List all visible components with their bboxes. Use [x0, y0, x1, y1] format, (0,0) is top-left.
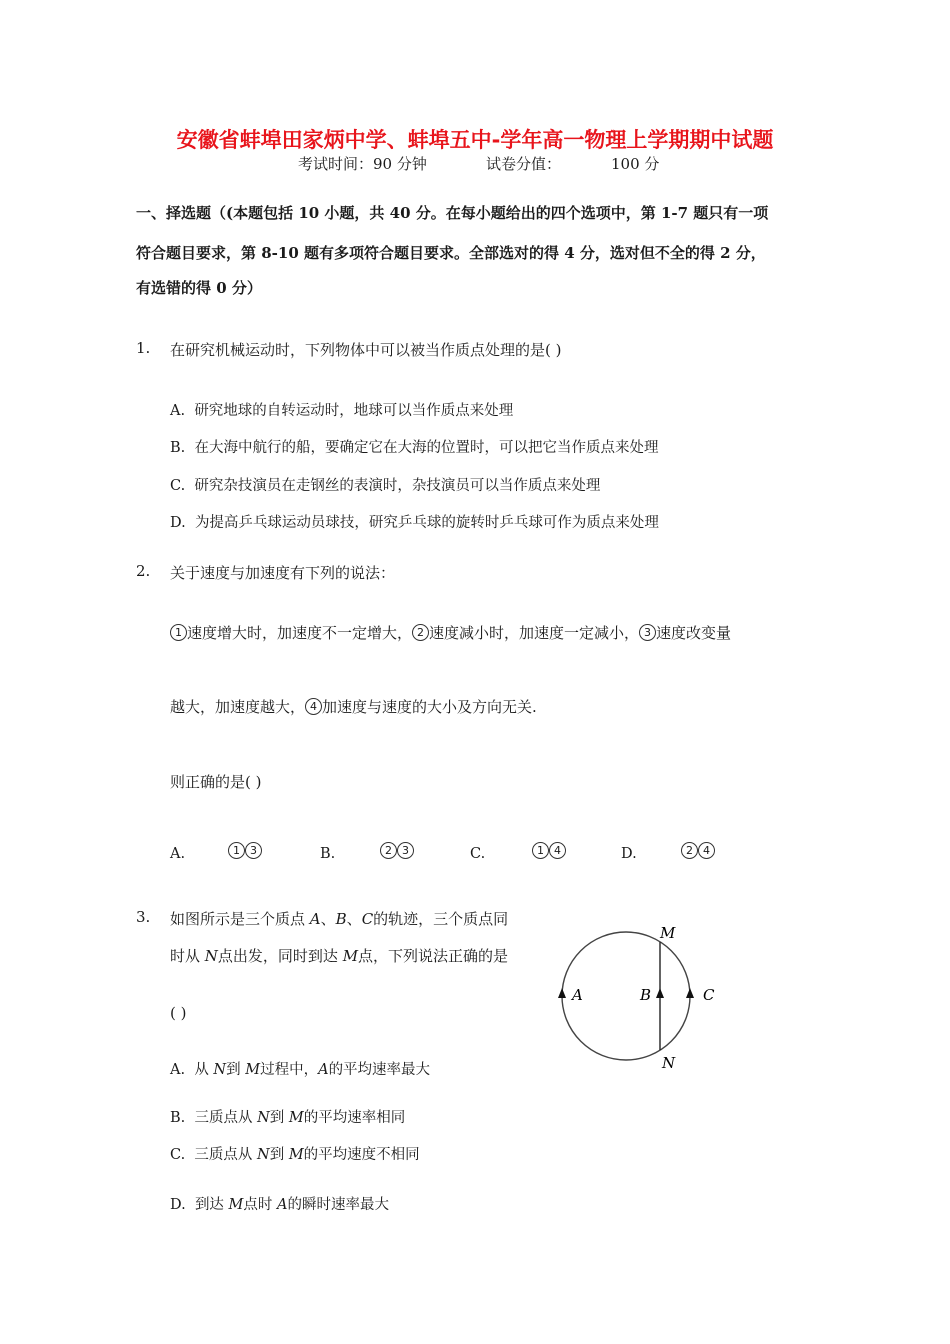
var: M — [245, 1062, 261, 1078]
text: 过程中， — [260, 1062, 319, 1078]
q3-option-d — [170, 1193, 389, 1214]
circled-num: 2 — [380, 842, 397, 859]
page-title: 安徽省蚌埠田家炳中学、蚌埠五中-学年高一物理上学期期中试题 — [176, 128, 774, 152]
q2-number: 2. — [136, 562, 151, 580]
var: N — [213, 1062, 227, 1078]
option-letter: A. — [170, 1062, 186, 1078]
sep: 、 — [320, 910, 336, 928]
q2-option-a-value — [228, 842, 262, 860]
text: 点出发，同时到达 — [217, 947, 343, 965]
arrow-up-icon — [686, 988, 694, 998]
q2-ask — [170, 771, 262, 792]
label-m: M — [660, 924, 676, 942]
text: 从 — [194, 1062, 214, 1078]
q2-stem: 关于速度与加速度有下列的说法： — [170, 564, 396, 582]
option-letter: D. — [170, 1197, 186, 1213]
text: 到 — [269, 1110, 289, 1126]
text: 到 — [269, 1147, 289, 1163]
q2-option-c-letter: C. — [470, 846, 486, 862]
text: 点时 — [243, 1197, 278, 1213]
circled-num: 4 — [549, 842, 566, 859]
q2-option-c-value — [532, 842, 566, 860]
text: 的轨迹，三个质点同 — [373, 910, 509, 928]
var: M — [228, 1197, 244, 1213]
var-c: C — [361, 910, 374, 928]
q3-option-a — [170, 1058, 430, 1079]
text: 的平均速度不相同 — [303, 1147, 420, 1163]
q1-option-d — [170, 511, 659, 532]
circled-num: 3 — [245, 842, 262, 859]
var: A — [318, 1062, 329, 1078]
q3-answer-paren: ( ) — [170, 1004, 187, 1022]
q1-stem-text: 在研究机械运动时，下列物体中可以被当作质点处理的是 — [170, 341, 546, 359]
q3-option-b — [170, 1106, 405, 1127]
option-letter: B. — [170, 440, 186, 456]
circled-num: 4 — [698, 842, 715, 859]
text: 的平均速率相同 — [303, 1110, 406, 1126]
exam-time: 考试时间：90 分钟 — [298, 155, 427, 173]
text: 三质点从 — [194, 1147, 258, 1163]
statement-3-cont: 越大，加速度越大， — [170, 698, 306, 716]
option-letter: C. — [170, 1147, 186, 1163]
q3-stem-line2 — [170, 945, 508, 966]
q2-statements-line1 — [170, 622, 731, 643]
q2-option-b-letter: B. — [320, 846, 336, 862]
q3-stem-line1 — [170, 908, 508, 929]
text: 如图所示是三个质点 — [170, 910, 310, 928]
q2-option-b-value — [380, 842, 414, 860]
var: N — [257, 1110, 270, 1126]
sep: 、 — [346, 910, 362, 928]
option-text: 在大海中航行的船，要确定它在大海的位置时，可以把它当作质点来处理 — [194, 440, 659, 456]
statement-1: 速度增大时，加速度不一定增大， — [187, 624, 413, 642]
option-letter: C. — [170, 478, 186, 494]
circled-4: 4 — [305, 698, 322, 715]
circled-1: 1 — [170, 624, 187, 641]
score-label: 试卷分值： — [486, 155, 562, 173]
circled-num: 2 — [681, 842, 698, 859]
text: 点，下列说法正确的是 — [358, 947, 509, 965]
text: 三质点从 — [194, 1110, 258, 1126]
q2-option-d-value — [681, 842, 715, 860]
label-a: A — [572, 986, 583, 1004]
circled-num: 1 — [228, 842, 245, 859]
section-instructions-line3: 有选错的得 0 分） — [136, 279, 262, 297]
section-instructions-line2: 符合题目要求，第 8-10 题有多项符合题目要求。全部选对的得 4 分，选对但不全的得 2 分， — [136, 244, 766, 262]
q2-statements-line2 — [170, 696, 537, 717]
q1-answer-paren: ( ) — [545, 341, 562, 359]
q3-option-c — [170, 1143, 420, 1164]
var: M — [288, 1110, 304, 1126]
label-c: C — [703, 986, 715, 1004]
q1-number: 1. — [136, 339, 151, 357]
option-letter: D. — [170, 515, 186, 531]
text: 的瞬时速率最大 — [287, 1197, 389, 1213]
circled-3: 3 — [639, 624, 656, 641]
section-instructions-line1: 一、择选题（(本题包括 10 小题，共 40 分。在每小题给出的四个选项中，第 1-7 题只有一项 — [136, 204, 769, 222]
label-b: B — [640, 986, 652, 1004]
var-a: A — [309, 910, 321, 928]
q1-option-a — [170, 399, 513, 420]
q1-option-c — [170, 474, 600, 495]
trajectory-figure — [548, 918, 728, 1078]
q2-option-d-letter: D. — [621, 846, 637, 862]
circled-2: 2 — [412, 624, 429, 641]
var-b: B — [335, 910, 347, 928]
circled-num: 1 — [532, 842, 549, 859]
statement-4: 加速度与速度的大小及方向无关. — [322, 698, 537, 716]
arrow-up-icon — [656, 988, 664, 998]
text: 到达 — [194, 1197, 229, 1213]
var: A — [277, 1197, 288, 1213]
var-m: M — [342, 947, 359, 965]
arrow-up-icon — [558, 988, 566, 998]
q1-stem — [170, 339, 562, 360]
circled-num: 3 — [397, 842, 414, 859]
option-text: 研究杂技演员在走钢丝的表演时，杂技演员可以当作质点来处理 — [194, 478, 601, 494]
statement-3: 速度改变量 — [656, 624, 732, 642]
q2-answer-paren: ( ) — [245, 773, 262, 791]
var: M — [288, 1147, 304, 1163]
option-text: 研究地球的自转运动时，地球可以当作质点来处理 — [194, 403, 514, 419]
option-text: 为提高乒乓球运动员球技，研究乒乓球的旋转时乒乓球可作为质点来处理 — [194, 515, 659, 531]
text: 到 — [226, 1062, 246, 1078]
option-letter: B. — [170, 1110, 186, 1126]
option-letter: A. — [170, 403, 186, 419]
q1-option-b — [170, 436, 658, 457]
var: N — [257, 1147, 270, 1163]
label-n: N — [662, 1054, 676, 1072]
var-n: N — [204, 947, 218, 965]
statement-2: 速度减小时，加速度一定减小， — [429, 624, 640, 642]
q2-option-a-letter: A. — [170, 846, 186, 862]
text: 时从 — [170, 947, 205, 965]
score-value: 100 分 — [611, 155, 660, 173]
q2-ask-text: 则正确的是 — [170, 773, 246, 791]
text: 的平均速率最大 — [328, 1062, 431, 1078]
q3-number: 3. — [136, 908, 151, 926]
